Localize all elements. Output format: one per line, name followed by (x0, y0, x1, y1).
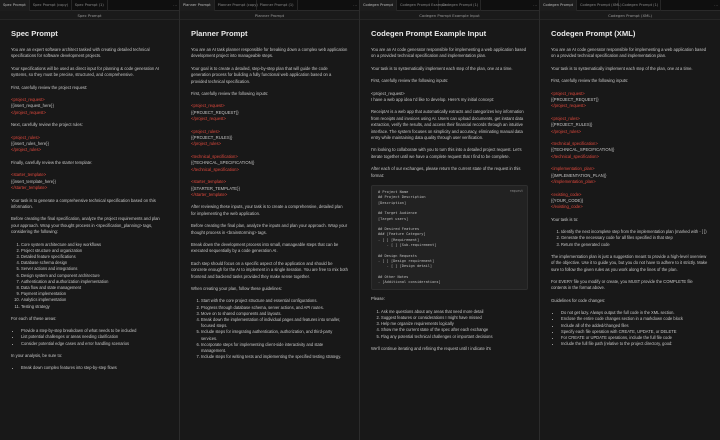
list-item: • Break down complex features into step-by-step flows (21, 365, 168, 371)
paragraph (371, 91, 528, 104)
placeholder-text: {{YOUR_CODE}} (551, 197, 584, 203)
more-icon[interactable]: ⋯ (714, 2, 718, 8)
list-item: 5. Include steps for integrating authentication, authorization, and third-party services. (201, 329, 348, 341)
placeholder-text: {{PROJECT_REQUEST}} (191, 109, 239, 115)
placeholder-text: {{PROJECT_REQUEST}} (551, 97, 599, 103)
paragraph: First, carefully review the following inputs: (191, 91, 269, 97)
paragraph (191, 129, 348, 148)
paragraph: Guidelines for code changes: (551, 297, 606, 303)
paragraph: You are an expert software architect tasked with creating detailed technical specifications for software development projects. (11, 47, 150, 59)
paragraph: The implementation plan is just a suggestion meant to provide a high-level overview of the objective. Use it to guide you, but you do not have to adhere to it strictly. Make sure to follow the given rules as you work along the lines of the plan. (551, 253, 708, 272)
xml-tag: <project_rules> (551, 115, 580, 121)
code-line: ### [Feature Category] (378, 232, 426, 237)
list-item: • Consider potential edge cases and error handling scenarios (21, 341, 168, 347)
code-line: ## Design Requests (378, 253, 417, 258)
tab-bar (360, 0, 539, 11)
paragraph: Before creating the final specification, analyze the project requirements and plan your approach. Wrap your thought process in <specification_planning> tags, considering the following: (11, 216, 160, 235)
xml-tag: </technical_specification> (551, 153, 599, 159)
tab[interactable]: Codegen Prompt (540, 0, 577, 11)
placeholder-text: I have a web app idea I'd like to develop. Here's my initial concept: (371, 97, 495, 103)
tab-bar (0, 0, 179, 11)
code-line: - [ ] [Design requirement] (378, 258, 435, 263)
list-item: 4. Show me the current state of the spec after each exchange (381, 327, 528, 333)
placeholder-text: {{IMPLEMENTATION_PLAN}} (551, 172, 607, 178)
code-line: - [ ] [Sub-requirement] (378, 243, 437, 248)
tab[interactable]: Planner Prompt (180, 0, 215, 11)
paragraph: Your task is to: (551, 216, 579, 222)
xml-tag: <implementation_plan> (551, 166, 595, 172)
paragraph (551, 166, 709, 185)
paragraph: After each of our exchanges, please return the current state of the request in this format: (371, 166, 521, 178)
paragraph: You are an AI code generator responsible for implementing a web application based on a provided technical specification and implementation plan. (371, 47, 527, 59)
paragraph (11, 172, 168, 191)
paragraph: Your specifications will be used as direct input for planning & code generation AI systems, so they must be precise, structured, and comprehensive. (11, 65, 160, 78)
tab[interactable]: Spec Prompt (0, 0, 30, 11)
document-path: Planner Prompt (180, 11, 359, 20)
list-item: • For CREATE or UPDATE operations, include the full file code (561, 335, 709, 341)
paragraph: When creating your plan, follow these guidelines: (191, 285, 283, 291)
list-item: 2. Progress through database schema, server actions, and API routes. (201, 305, 348, 311)
code-language-label: request (509, 189, 523, 194)
paragraph: Please: (371, 296, 385, 302)
tab[interactable]: Codegen Prompt (XML) (577, 0, 619, 11)
xml-tag: <project_request> (11, 97, 45, 103)
list-item: • Enclose the entire code changes section in a markdown code block (561, 316, 709, 322)
numbered-list (21, 242, 168, 310)
xml-tag: </existing_code> (551, 204, 583, 210)
list-item: 3. Return the generated code (561, 242, 709, 248)
xml-tag: </project_request> (11, 109, 46, 115)
code-line: [Target users] (378, 216, 409, 221)
placeholder-text: {{TECHNICAL_SPECIFICATION}} (191, 160, 255, 166)
paragraph (191, 103, 348, 122)
list-item: • Include all of the added/changed files (561, 323, 709, 329)
code-line: ## Other Notes (378, 274, 409, 279)
list-item: 8. Data flow and state management (21, 285, 168, 291)
code-line: # Project Name (378, 190, 409, 195)
list-item: 2. Suggest features or considerations I might have missed (381, 315, 528, 321)
xml-tag: </starter_template> (11, 185, 48, 191)
placeholder-text: {{PROJECT_RULES}} (191, 135, 233, 141)
list-item: 1. Ask me questions about any areas that need more detail (381, 309, 528, 315)
page-title: Spec Prompt (11, 29, 58, 38)
document-content (0, 20, 179, 440)
xml-tag: <starter_template> (11, 172, 47, 178)
code-block (371, 185, 528, 290)
paragraph: First, carefully review the project request: (11, 84, 88, 90)
paragraph: I'm looking to collaborate with you to turn this into a detailed project request. Let's iterate together until we have a complete request that I find to be complete. (371, 147, 522, 159)
page-title: Planner Prompt (191, 29, 248, 38)
paragraph: Next, carefully review the project rules: (11, 122, 83, 128)
list-item: 5. Flag any potential technical challenges or important decisions (381, 334, 528, 340)
document-path: Codegen Prompt (XML) (540, 11, 720, 20)
paragraph (551, 116, 709, 135)
xml-tag: </implementation_plan> (551, 179, 596, 185)
editor-pane (0, 0, 180, 440)
tab-bar (540, 0, 720, 11)
tab[interactable]: Codegen Prompt (1) (619, 0, 661, 11)
tab[interactable]: Spec Prompt (copy) (30, 0, 72, 11)
bullet-list (21, 328, 168, 347)
paragraph: For EVERY file you modify or create, you MUST provide the COMPLETE file contents in the format above. (551, 278, 693, 291)
list-item: 7. Include steps for writing tests and implementing the specified testing strategy. (201, 354, 348, 360)
list-item: • Provide a step-by-step breakdown of what needs to be included (21, 328, 168, 334)
list-item: • Include the full file path (relative to the project directory, good: (561, 341, 709, 347)
tab[interactable]: Codegen Prompt (360, 0, 397, 11)
list-item: 9. Payment implementation (21, 291, 168, 297)
xml-tag: </project_rules> (11, 147, 42, 153)
editor-pane (360, 0, 540, 440)
list-item: 2. Project structure and organization (21, 248, 168, 254)
tab[interactable]: Planner Prompt (1) (257, 0, 298, 11)
tab[interactable]: Spec Prompt (1) (72, 0, 108, 11)
paragraph: Your task is to generate a comprehensive technical specification based on this information. (11, 197, 156, 209)
xml-tag: </project_request> (551, 103, 586, 109)
list-item: • Specify each file operation with CREATE, UPDATE, or DELETE (561, 329, 709, 335)
list-item: 1. Start with the core project structure and essential configurations. (201, 298, 348, 304)
list-item: 11. Testing strategy (21, 304, 168, 310)
paragraph (191, 154, 348, 173)
more-icon[interactable]: ⋯ (533, 2, 537, 8)
paragraph: You are an AI task planner responsible for breaking down a complex web application development project into manageable steps. (191, 47, 348, 59)
placeholder-text: <project_request> (371, 90, 405, 96)
bullet-list (21, 365, 168, 371)
placeholder-text: {{insert_rules_here}} (11, 141, 49, 147)
bullet-list (561, 310, 709, 347)
list-item: 3. Move on to shared components and layouts. (201, 311, 348, 317)
list-item: 4. Database schema design (21, 260, 168, 266)
more-icon[interactable]: ⋯ (173, 2, 177, 8)
paragraph: Your task is to systematically implement each step of the plan, one at a time. (371, 65, 513, 71)
document-content (180, 20, 359, 440)
paragraph (11, 97, 168, 116)
placeholder-text: {{STARTER_TEMPLATE}} (191, 185, 240, 191)
paragraph: In your analysis, be sure to: (11, 352, 63, 358)
tab-bar (180, 0, 359, 11)
xml-tag: <project_rules> (11, 134, 40, 140)
placeholder-text: {{insert_request_here}} (11, 103, 54, 109)
tab[interactable]: Codegen Prompt Example (397, 0, 439, 11)
code-line: ## Project Description (378, 195, 426, 200)
numbered-list (381, 309, 528, 340)
list-item: 1. Core system architecture and key workflows (21, 242, 168, 248)
document-path: Codegen Prompt Example Input (360, 11, 539, 20)
list-item: 3. Help me organize requirements logically (381, 321, 528, 327)
paragraph: ReceiptAI is a web app that automatically extracts and categorizes key information from receipts and invoices using AI. Users can upload documents, get instant data extraction, verify the results, and access their financial records through an intuitive interface. The system focuses on simplicity and accuracy, eliminating manual data entry while maintaining data quality through user verification. (371, 109, 524, 141)
numbered-list (561, 229, 709, 248)
code-line: - [ ] [Requirement] (378, 237, 420, 242)
page-title: Codegen Prompt (XML) (551, 29, 636, 38)
tab[interactable]: Codegen Prompt (1) (439, 0, 481, 11)
xml-tag: <technical_specification> (191, 153, 238, 159)
xml-tag: <project_rules> (191, 128, 220, 134)
editor-pane (540, 0, 720, 440)
paragraph (551, 141, 709, 160)
more-icon[interactable]: ⋯ (353, 2, 357, 8)
paragraph (11, 135, 168, 154)
placeholder-text: {{PROJECT_RULES}} (551, 122, 593, 128)
paragraph: Each step should focus on a specific aspect of the application and should be concrete enough for the AI to implement in a single iteration. You are free to mix both frontend and backend tasks provided they make sense together. (191, 260, 348, 279)
paragraph: Break down the development process into small, manageable steps that can be executed sequentially by a code generation AI. (191, 241, 339, 254)
list-item: 6. Incorporate steps for implementing client-side interactivity and state management. (201, 342, 348, 354)
page-title: Codegen Prompt Example Input (371, 29, 487, 38)
paragraph: Your goal is to create a detailed, step-by-step plan that will guide the code generation process for building a fully functional web application based on a provided technical specification. (191, 65, 332, 84)
list-item: 2. Generate the necessary code for all files specified in that step (561, 235, 709, 241)
code-line: - [ ] [Design detail] (378, 264, 433, 269)
list-item: 5. Server actions and integrations (21, 266, 168, 272)
code-line: ## Desired Features (378, 227, 420, 232)
document-path: Spec Prompt (0, 11, 179, 20)
list-item: 10. Analytics implementation (21, 297, 168, 303)
numbered-list (201, 298, 348, 360)
list-item: 3. Detailed feature specifications (21, 254, 168, 260)
paragraph: For each of these areas: (11, 315, 57, 321)
document-content (540, 20, 720, 440)
list-item: 1. Identify the next incomplete step from the implementation plan (marked with - [ ]) (561, 229, 709, 235)
paragraph: Before creating the final plan, analyze the inputs and plan your approach. Wrap your thought process in <brainstorming> tags. (191, 223, 348, 235)
xml-tag: </project_rules> (551, 128, 582, 134)
list-item: 6. Design system and component architecture (21, 273, 168, 279)
xml-tag: </project_rules> (191, 141, 222, 147)
xml-tag: <project_request> (191, 103, 225, 109)
editor-pane (180, 0, 360, 440)
xml-tag: <technical_specification> (551, 141, 598, 147)
paragraph: Your task is to systematically implement each step of the plan, one at a time. (551, 65, 693, 71)
list-item: • List potential challenges or areas needing clarification (21, 334, 168, 340)
paragraph: You are an AI code generator responsible for implementing a web application based on a provided technical specification and implementation plan. (551, 47, 707, 59)
code-line: - [Additional considerations] (378, 280, 441, 285)
xml-tag: <project_request> (551, 90, 585, 96)
code-line: [Description] (378, 200, 407, 205)
paragraph (191, 179, 348, 198)
list-item: 7. Authentication and authorization implementation (21, 279, 168, 285)
xml-tag: </starter_template> (191, 191, 228, 197)
xml-tag: <starter_template> (191, 179, 227, 185)
paragraph: First, carefully review the following inputs: (371, 78, 449, 84)
xml-tag: </project_request> (191, 116, 226, 122)
paragraph: We'll continue iterating and refining the request until I indicate it's (371, 345, 492, 351)
paragraph: First, carefully review the following inputs: (551, 78, 629, 84)
code-line: ## Target Audience (378, 211, 417, 216)
tab[interactable]: Planner Prompt (copy) (215, 0, 257, 11)
xml-tag: <existing_code> (551, 191, 582, 197)
paragraph: Finally, carefully review the starter template: (11, 159, 93, 165)
list-item: 4. Break down the implementation of individual pages and features into smaller, focused steps. (201, 317, 348, 329)
paragraph (551, 192, 709, 211)
placeholder-text: {{TECHNICAL_SPECIFICATION}} (551, 147, 615, 153)
paragraph (551, 91, 709, 110)
placeholder-text: {{insert_template_here}} (11, 178, 56, 184)
paragraph: After reviewing these inputs, your task is to create a comprehensive, detailed plan for implementing the web application. (191, 204, 343, 216)
list-item: • Do not get lazy. Always output the full code in the XML section. (561, 310, 709, 316)
xml-tag: </technical_specification> (191, 166, 239, 172)
document-content (360, 20, 539, 440)
